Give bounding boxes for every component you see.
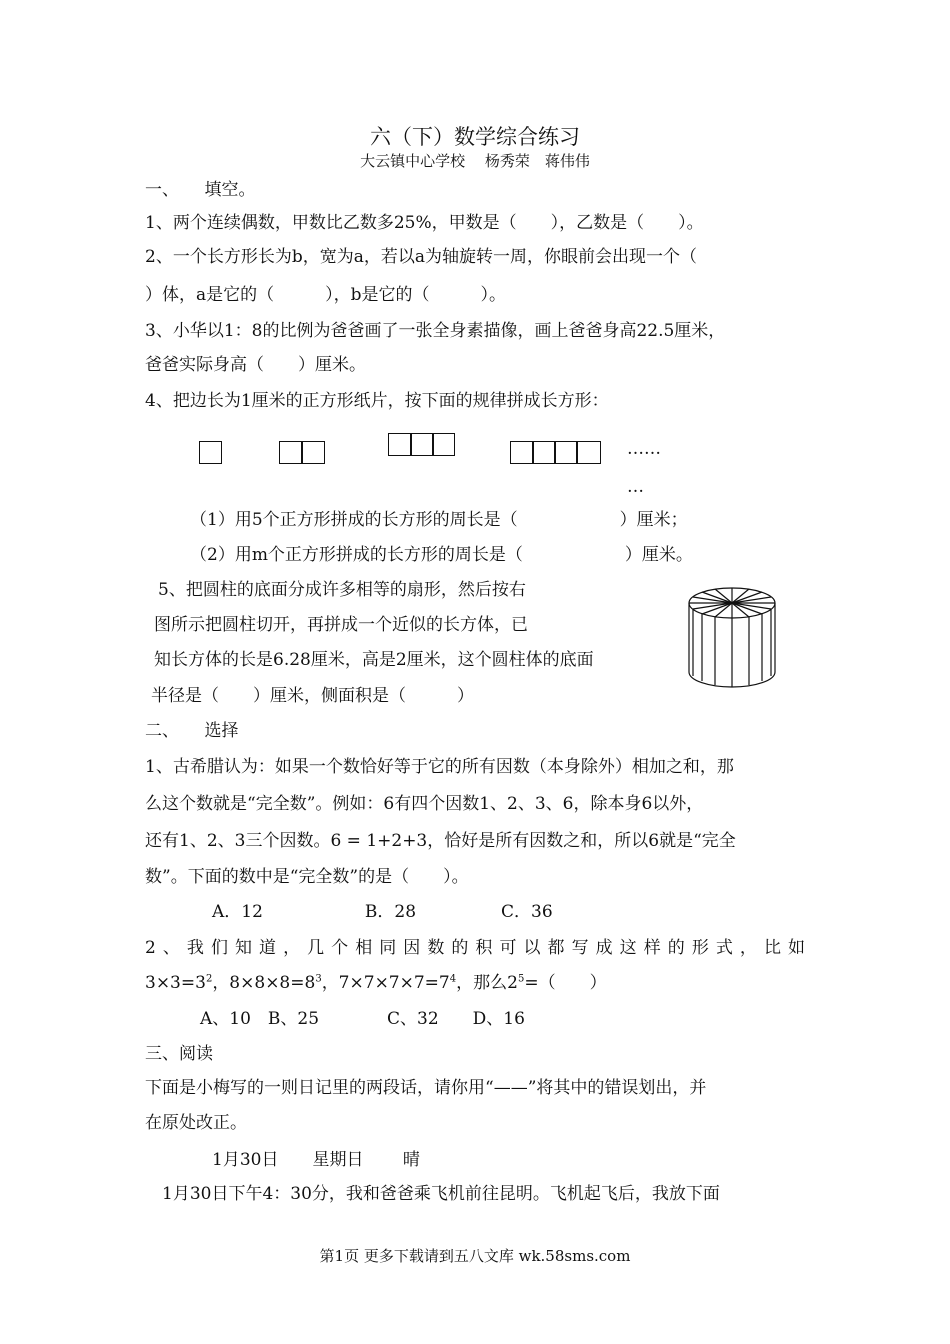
s3-intro-line2: 在原处改正。 bbox=[145, 1113, 247, 1133]
s2-q1-options: A．12 B．28 C．36 bbox=[212, 902, 553, 922]
s3-intro-line1: 下面是小梅写的一则日记里的两段话，请你用“——”将其中的错误划出，并 bbox=[145, 1078, 707, 1098]
s1-q5-line3: 知长方体的长是6.28厘米，高是2厘米，这个圆柱体的底面 bbox=[154, 650, 594, 670]
square bbox=[576, 441, 601, 464]
square bbox=[554, 441, 578, 464]
square bbox=[301, 441, 325, 464]
s1-q2-line1: 2、一个长方形长为b，宽为a，若以a为轴旋转一周，你眼前会出现一个（ bbox=[145, 247, 697, 267]
section3-heading: 三、阅读 bbox=[145, 1044, 213, 1064]
s1-q5-line1: 5、把圆柱的底面分成许多相等的扇形，然后按右 bbox=[158, 580, 526, 600]
s1-q3-line2: 爸爸实际身高（ ）厘米。 bbox=[145, 355, 366, 375]
square bbox=[388, 433, 412, 456]
square bbox=[510, 441, 534, 464]
page-footer: 第1页 更多下载请到五八文库 wk.58sms.com bbox=[319, 1247, 631, 1265]
s2-q1-line3: 还有1、2、3三个因数。6 = 1+2+3，恰好是所有因数之和，所以6就是“完全 bbox=[145, 831, 736, 851]
s1-q5-line2: 图所示把圆柱切开，再拼成一个近似的长方体，已 bbox=[154, 615, 528, 635]
square bbox=[199, 441, 222, 464]
s1-q3-line1: 3、小华以1：8的比例为爸爸画了一张全身素描像，画上爸爸身高22.5厘米， bbox=[145, 321, 726, 341]
s2-q2-line1: 2、我们知道，几个相同因数的积可以都写成这样的形式，比如 bbox=[145, 938, 805, 958]
s2-q1-line2: 么这个数就是“完全数”。例如：6有四个因数1、2、3、6，除本身6以外， bbox=[145, 794, 704, 814]
cylinder-figure bbox=[684, 584, 780, 692]
s1-q4: 4、把边长为1厘米的正方形纸片，按下面的规律拼成长方形： bbox=[145, 391, 609, 411]
square bbox=[532, 441, 556, 464]
authors-line: 大云镇中心学校 杨秀荣 蒋伟伟 bbox=[360, 152, 590, 170]
continuation-dots-2: … bbox=[627, 477, 644, 497]
section1-heading: 一、 填空。 bbox=[145, 180, 256, 200]
square bbox=[432, 433, 455, 456]
page-title: 六（下）数学综合练习 bbox=[370, 125, 580, 149]
s2-q1-line1: 1、古希腊认为：如果一个数恰好等于它的所有因数（本身除外）相加之和，那 bbox=[145, 757, 734, 777]
s1-q2-line2: ）体，a是它的（ ），b是它的（ ）。 bbox=[145, 285, 507, 305]
s2-q2-options: A、10 B、25 C、32 D、16 bbox=[200, 1009, 525, 1029]
square bbox=[279, 441, 303, 464]
s1-q4-sub1: （1）用5个正方形拼成的长方形的周长是（ ）厘米； bbox=[190, 510, 688, 530]
square bbox=[410, 433, 434, 456]
continuation-dots: …… bbox=[627, 439, 661, 459]
s2-q1-line4: 数”。下面的数中是“完全数”的是（ ）。 bbox=[145, 867, 469, 887]
section2-heading: 二、 选择 bbox=[145, 721, 239, 741]
diary-line1: 1月30日下午4：30分，我和爸爸乘飞机前往昆明。飞机起飞后，我放下面 bbox=[162, 1184, 720, 1204]
s1-q5-line4: 半径是（ ）厘米，侧面积是（ ） bbox=[151, 686, 474, 706]
s2-q2-line2: $3\times 3=3^2$，$8\times 8\times 8=8^3$，$7\times 7\times 7\times 7=7^4$，那么$2^5=$（ ） bbox=[145, 973, 607, 993]
s1-q4-sub2: （2）用m个正方形拼成的长方形的周长是（ ）厘米。 bbox=[190, 545, 693, 565]
diary-header: 1月30日 星期日 晴 bbox=[212, 1150, 420, 1170]
s1-q1: 1、两个连续偶数，甲数比乙数多25%，甲数是（ ），乙数是（ ）。 bbox=[145, 213, 704, 233]
